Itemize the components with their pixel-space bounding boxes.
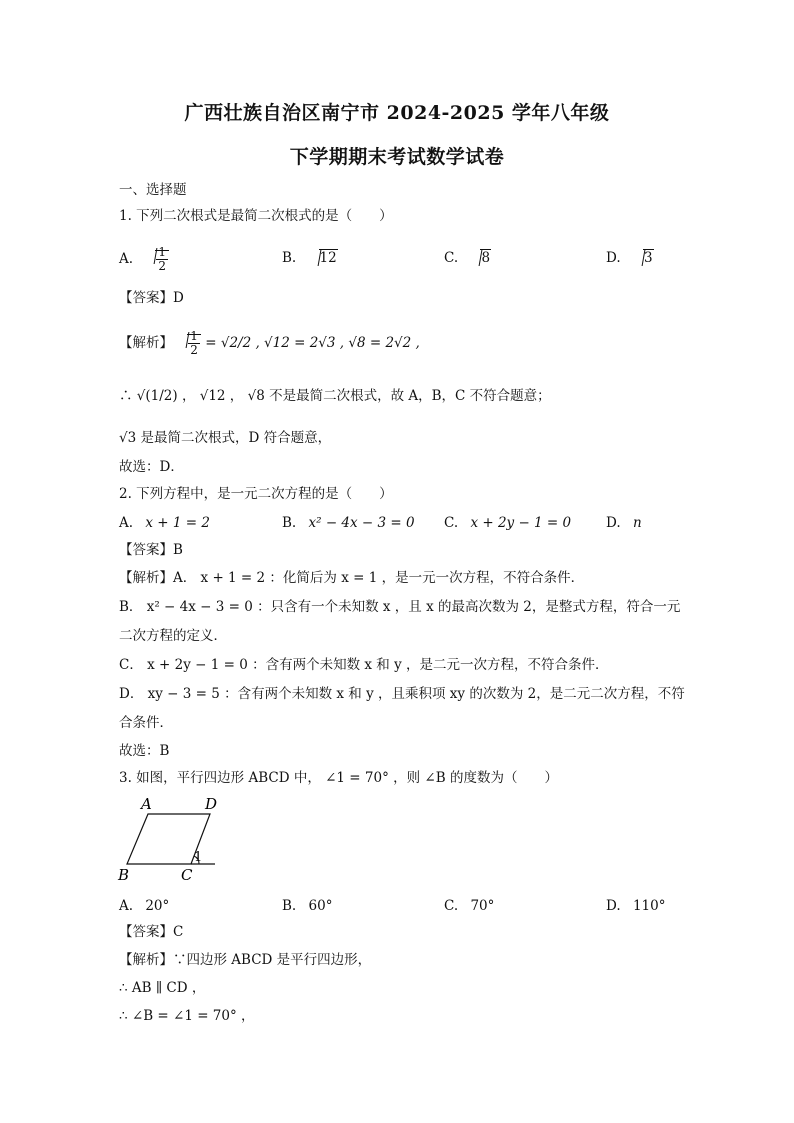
sqrt-symbol: $\frac{1}{2}$ [177,330,201,357]
parallelogram-figure [115,794,225,886]
q3-option-b: B. 60° [282,898,333,914]
q2-stem: 2. 下列方程中，是一元二次方程的是（ ） [119,486,393,502]
q2-option-b: B. x² − 4x − 3 = 0 [282,515,415,531]
q2-explanation-c: C． x + 2y − 1 = 0 ：含有两个未知数 x 和 y ，是二元一次方程，不符合条件． [119,657,609,673]
title-line-2: 下学期期末考试数学试卷 [289,146,505,168]
q2-explanation-b-1: B． x² − 4x − 3 = 0 ：只含有一个未知数 x ，且 x 的最高次数为 2，是整式方程，符合一元 [119,599,681,615]
label-angle-1: 1 [194,850,203,865]
q1-option-c: C. 8 [444,250,491,266]
q3-explanation-2: ∴ AB ∥ CD ， [119,980,206,996]
q2-option-d: D. n [606,515,642,531]
sqrt-symbol: 3 [633,248,654,268]
title-line-1: 广西壮族自治区南宁市 2024-2025 学年八年级 [184,102,610,124]
q1-stem: 1. 下列二次根式是最简二次根式的是（ ） [119,208,393,224]
q3-option-a: A. 20° [119,898,170,914]
q3-explanation-3: ∴ ∠B = ∠1 = 70° ， [119,1008,255,1024]
q1-answer: 【答案】D [119,290,184,306]
q3-option-c: C. 70° [444,898,495,914]
q1-option-d: D. 3 [606,250,653,266]
q1-option-b: B. 12 [282,250,337,266]
q2-option-a: A. x + 1 = 2 [119,515,210,531]
q2-explanation-b-2: 二次方程的定义． [119,628,227,644]
q3-answer: 【答案】C [119,924,184,940]
label-b: B [118,866,130,884]
label-a: A [141,795,152,813]
q1-explanation-1: 【解析】 $\frac{1}{2}$ = √2/2 , √12 = 2√3 , √8 = 2√2 , [119,329,420,357]
q3-stem: 3. 如图，平行四边形 ABCD 中， ∠1 = 70° ，则 ∠B 的度数为（ ） [119,770,558,786]
q3-option-d: D. 110° [606,898,666,914]
q2-explanation-a: 【解析】A． x + 1 = 2 ：化简后为 x = 1 ，是一元一次方程，不符合条件． [119,570,585,586]
label-c: C [181,866,193,884]
section-heading: 一、选择题 [119,182,187,198]
sqrt-symbol: 12 [309,248,338,268]
sqrt-symbol: $\frac{1}{2}$ [145,246,169,273]
q2-answer: 【答案】B [119,542,183,558]
q1-conclusion: 故选：D． [119,459,184,475]
sqrt-symbol: 8 [470,248,491,268]
q1-explanation-3: √3 是最简二次根式，D 符合题意， [119,430,332,446]
q2-explanation-d-1: D． xy − 3 = 5 ：含有两个未知数 x 和 y ，且乘积项 xy 的次数为 2，是二元二次方程，不符 [119,686,685,702]
q3-explanation-1: 【解析】∵四边形 ABCD 是平行四边形， [119,952,372,968]
q2-option-c: C. x + 2y − 1 = 0 [444,515,572,531]
q2-conclusion: 故选：B [119,743,170,759]
label-d: D [205,795,218,813]
q1-option-a: A. $\frac{1}{2}$ [119,246,169,273]
q1-explanation-2: ∴ √(1/2) ， √12 ， √8 不是最简二次根式，故 A，B，C 不符合题意； [119,388,551,404]
q2-explanation-d-2: 合条件． [119,715,173,731]
